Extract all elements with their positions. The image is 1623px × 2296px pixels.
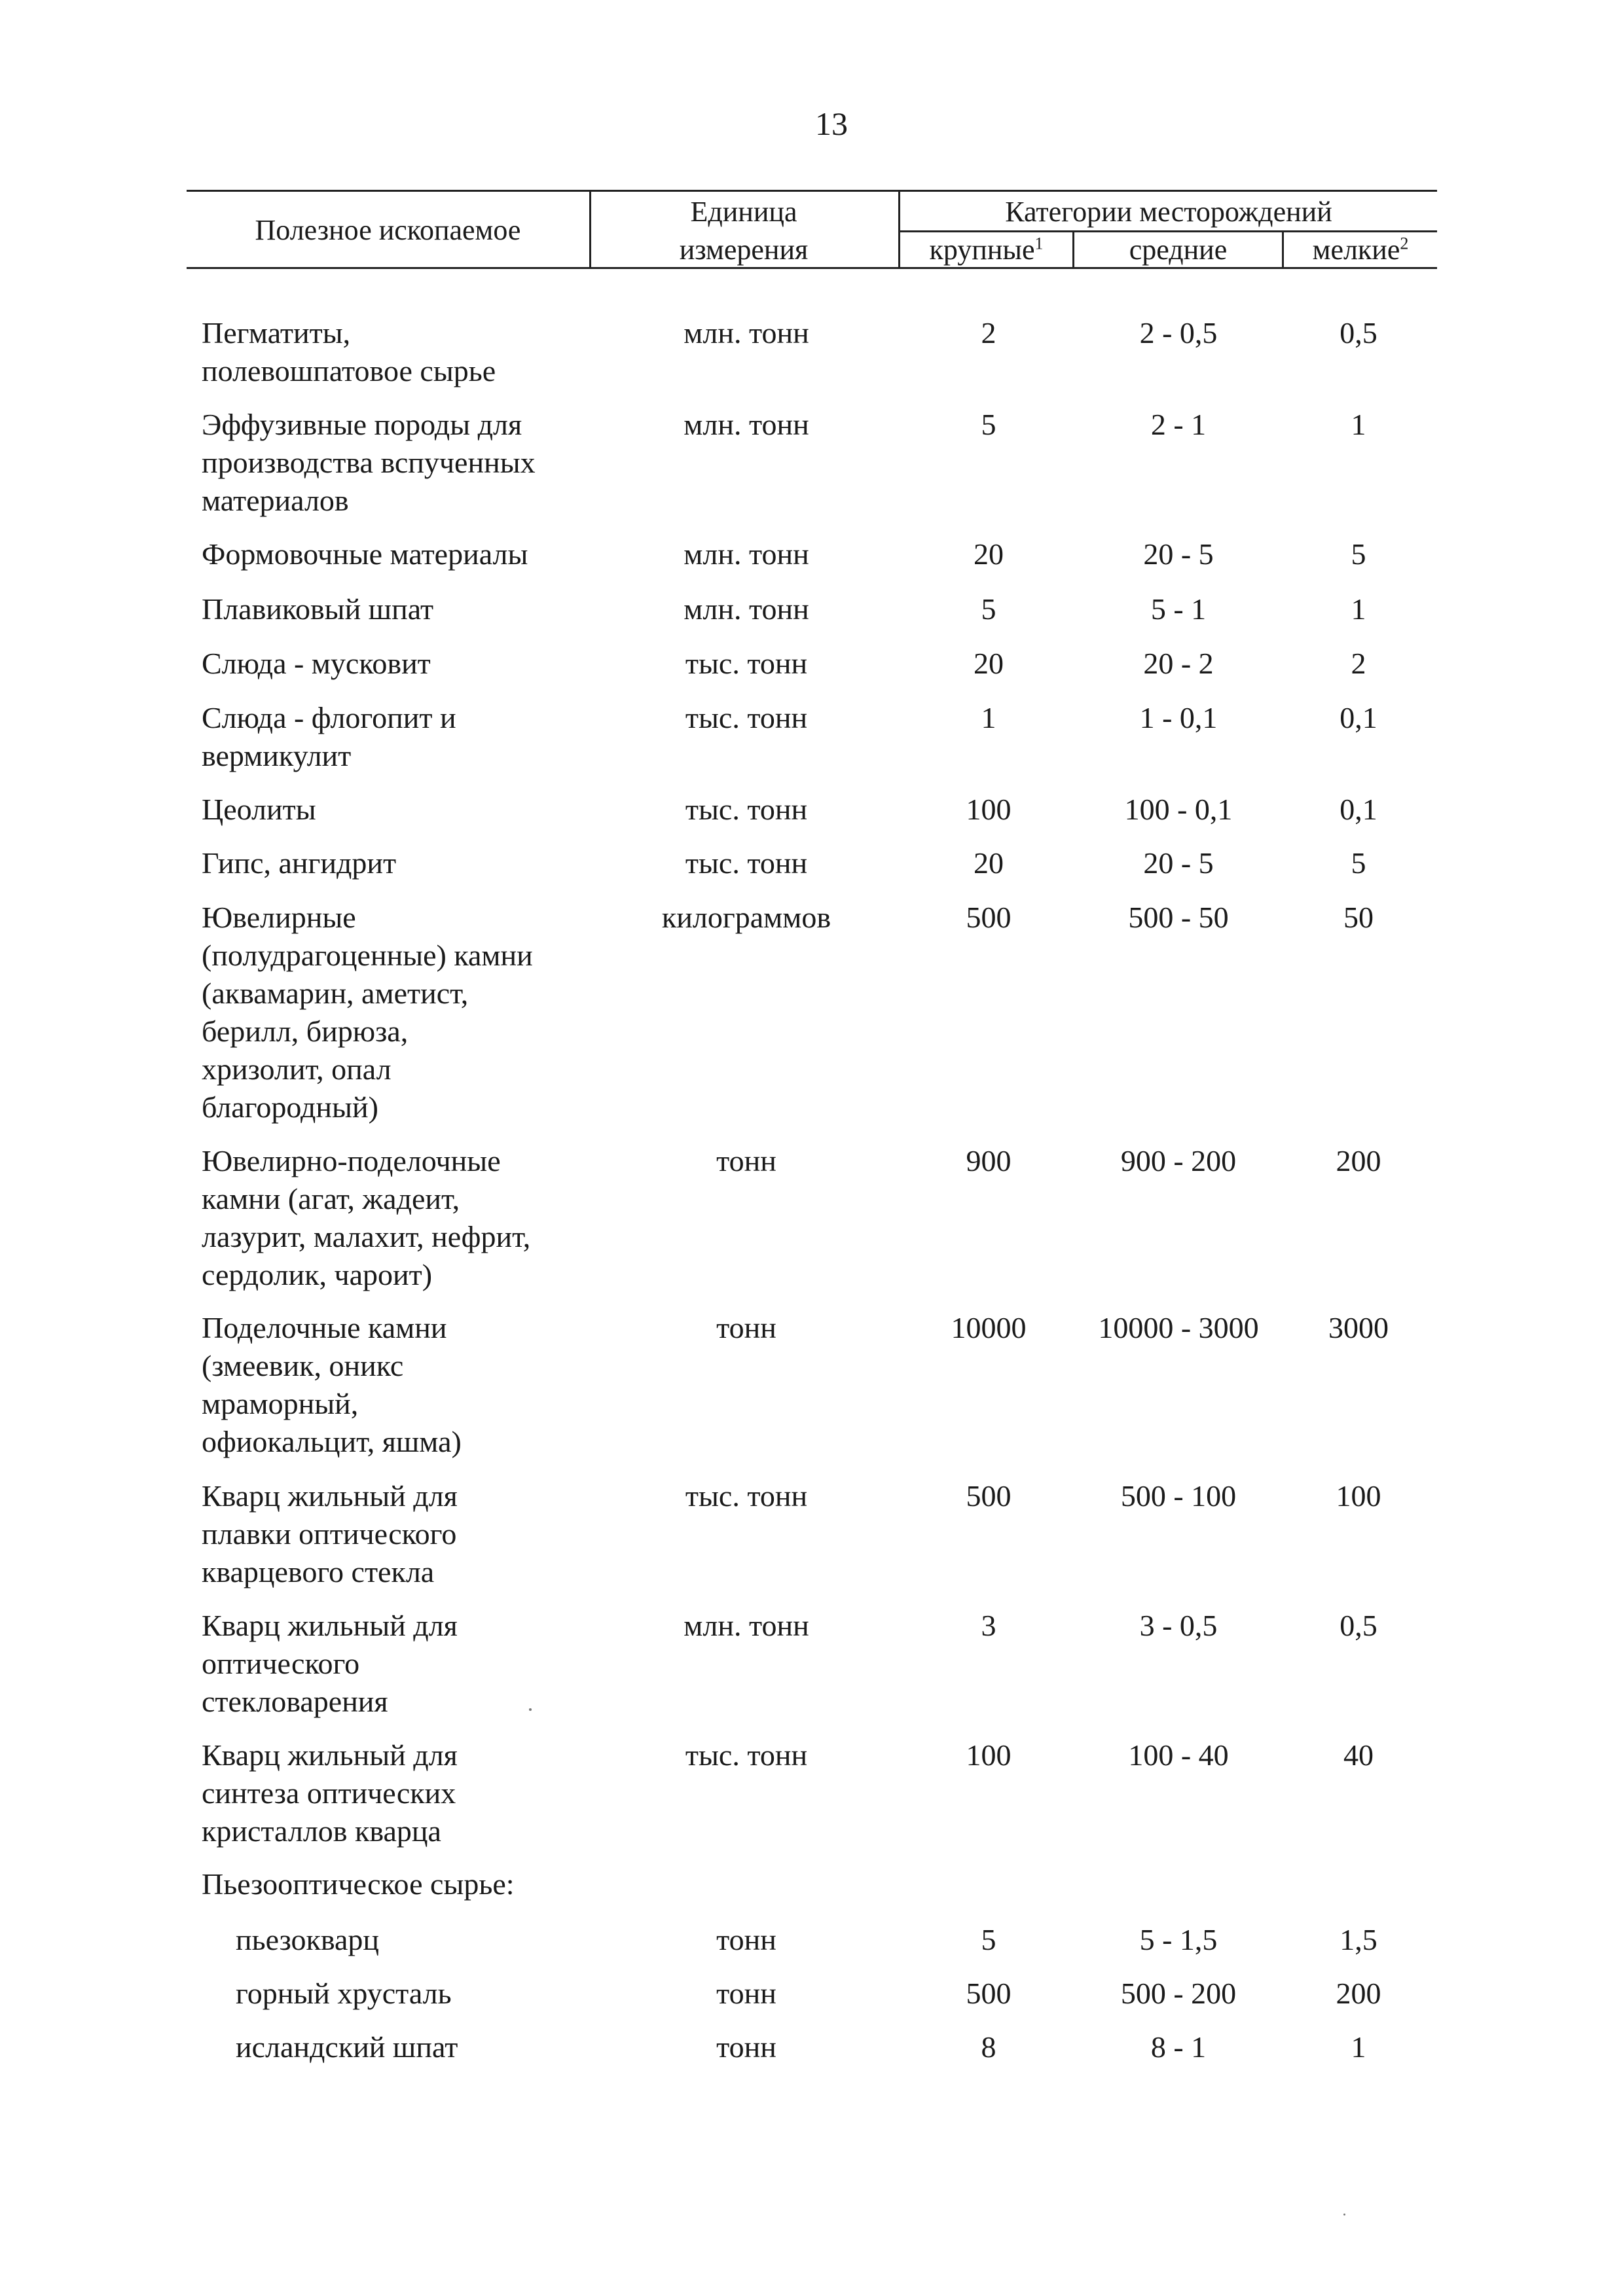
mineral-name-line: благородный) [202,1090,378,1124]
small-cell: 2 [1351,647,1366,680]
mineral-name-line: горный хрусталь [236,1977,452,2010]
header-unit-line2: измерения [679,234,809,266]
large-cell: 500 [966,1977,1012,2010]
mineral-name-line: Кварц жильный для [202,1609,458,1642]
mineral-name-line: Ювелирные [202,901,356,934]
unit-cell: млн. тонн [684,1609,809,1642]
mineral-name-line: кварцевого стекла [202,1555,435,1588]
mineral-name-line: офиокальцит, яшма) [202,1425,462,1458]
small-cell: 5 [1351,846,1366,880]
mineral-name-cell [202,1477,594,1591]
mineral-name-line: полевошпатовое сырье [202,354,496,387]
large-cell: 100 [966,793,1012,826]
small-cell: 1 [1351,592,1366,626]
unit-cell: тыс. тонн [685,647,808,680]
medium-cell: 500 - 100 [1120,1479,1237,1513]
large-cell: 10000 [951,1311,1027,1344]
medium-cell: 500 - 50 [1128,901,1229,934]
unit-cell: тыс. тонн [685,1738,808,1772]
mineral-name-cell [202,535,594,573]
mineral-name-line: Плавиковый шпат [202,592,434,626]
mineral-name-line: (змеевик, оникс [202,1349,404,1382]
medium-cell: 100 - 40 [1128,1738,1229,1772]
mineral-name-line: камни (агат, жадеит, [202,1182,460,1215]
unit-cell: млн. тонн [684,408,809,441]
large-cell: 500 [966,1479,1012,1513]
header-medium: средние [1129,234,1228,266]
mineral-name-line: лазурит, малахит, нефрит, [202,1220,531,1253]
unit-cell: килограммов [661,901,831,934]
mineral-name-cell [202,1607,594,1721]
large-cell: 5 [981,592,996,626]
small-cell: 0,5 [1340,316,1377,350]
header-top-rule [187,190,1437,192]
mineral-name-line: плавки оптического [202,1517,457,1551]
unit-cell: тонн [716,1923,776,1956]
mineral-name-line: Цеолиты [202,793,316,826]
mineral-name-cell [202,1736,594,1850]
mineral-name-line: Ювелирно-поделочные [202,1144,501,1177]
mineral-name-line: Формовочные материалы [202,537,528,571]
large-cell: 3 [981,1609,996,1642]
mineral-name-cell [202,1142,594,1294]
mineral-name-cell [202,699,594,775]
mineral-name-line: стекловарения [202,1685,388,1718]
mineral-name-line: производства вспученных [202,446,536,479]
header-large [900,232,1072,268]
header-small [1284,232,1437,268]
small-cell: 200 [1336,1977,1381,2010]
large-cell: 100 [966,1738,1012,1772]
large-cell: 900 [966,1144,1012,1177]
mineral-name-line: синтеза оптических [202,1776,456,1810]
mineral-name-cell [202,645,594,683]
medium-cell: 500 - 200 [1120,1977,1237,2010]
unit-cell: тыс. тонн [685,846,808,880]
medium-cell: 5 - 1 [1150,592,1207,626]
medium-cell: 100 - 0,1 [1124,793,1233,826]
small-cell: 200 [1336,1144,1381,1177]
mineral-name-line: вермикулит [202,739,352,772]
mineral-name-line: Слюда - флогопит и [202,701,456,734]
mineral-name-line: берилл, бирюза, [202,1014,409,1048]
mineral-name-line: пьезокварц [236,1923,379,1956]
mineral-name-line: сердолик, чароит) [202,1258,433,1291]
mineral-name-line: Пегматиты, [202,316,351,350]
medium-cell: 1 - 0,1 [1139,701,1218,734]
mineral-name-cell [202,791,594,829]
mineral-name-line: хризолит, опал [202,1052,392,1086]
small-cell: 0,1 [1340,701,1377,734]
unit-cell: млн. тонн [684,316,809,350]
header-large-label: крупные [929,234,1035,266]
mineral-name-line: исландский шпат [236,2030,458,2064]
unit-cell: млн. тонн [684,592,809,626]
unit-cell: тыс. тонн [685,793,808,826]
unit-cell: тонн [716,1311,776,1344]
mineral-name-cell [202,314,594,390]
large-cell: 20 [974,647,1004,680]
mineral-name-line: мраморный, [202,1387,359,1420]
mineral-name-cell [202,1309,594,1461]
mineral-name-line: Пьезооптическое сырье: [202,1867,515,1901]
medium-cell: 2 - 1 [1150,408,1207,441]
header-small-label: мелкие [1312,234,1400,266]
unit-cell: тонн [716,2030,776,2064]
small-cell: 1,5 [1340,1923,1377,1956]
mineral-name-line: Эффузивные породы для [202,408,522,441]
mineral-name-line: материалов [202,484,349,517]
small-cell: 1 [1351,408,1366,441]
large-cell: 20 [974,846,1004,880]
header-small-footnote: 2 [1400,234,1409,253]
mineral-name-line: Кварц жильный для [202,1479,458,1513]
unit-cell: млн. тонн [684,537,809,571]
mineral-name-line: (полудрагоценные) камни [202,939,533,972]
mineral-name-cell [202,590,594,628]
mineral-name-cell [202,899,594,1126]
mineral-name-line: Гипс, ангидрит [202,846,397,880]
unit-cell: тыс. тонн [685,1479,808,1513]
mineral-name-line: оптического [202,1647,360,1680]
mineral-name-line: кристаллов кварца [202,1814,441,1848]
large-cell: 500 [966,901,1012,934]
medium-cell: 900 - 200 [1120,1144,1237,1177]
mineral-name-line: Поделочные камни [202,1311,447,1344]
unit-cell: тыс. тонн [685,701,808,734]
mineral-name-line: (аквамарин, аметист, [202,977,469,1010]
scan-speck [529,1708,532,1711]
small-cell: 1 [1351,2030,1366,2064]
header-unit-line1: Единица [690,196,797,228]
mineral-name-cell [202,844,594,882]
scan-speck [1343,2214,1345,2215]
page-number: 13 [815,105,848,142]
mineral-name-line: Кварц жильный для [202,1738,458,1772]
mineral-name-cell [202,1865,594,1903]
mineral-name-cell [236,1921,629,1959]
small-cell: 0,5 [1340,1609,1377,1642]
small-cell: 5 [1351,537,1366,571]
mineral-name-cell [202,406,594,520]
unit-cell: тонн [716,1144,776,1177]
medium-cell: 10000 - 3000 [1098,1311,1259,1344]
medium-cell: 20 - 5 [1143,846,1214,880]
mineral-name-line: Слюда - мусковит [202,647,431,680]
large-cell: 8 [981,2030,996,2064]
small-cell: 100 [1336,1479,1381,1513]
unit-cell: тонн [716,1977,776,2010]
header-large-footnote: 1 [1034,234,1044,253]
medium-cell: 8 - 1 [1150,2030,1207,2064]
small-cell: 0,1 [1340,793,1377,826]
medium-cell: 20 - 2 [1143,647,1214,680]
small-cell: 3000 [1328,1311,1389,1344]
large-cell: 1 [981,701,996,734]
large-cell: 20 [974,537,1004,571]
large-cell: 2 [981,316,996,350]
small-cell: 40 [1343,1738,1374,1772]
mineral-name-cell [236,1975,629,2013]
medium-cell: 20 - 5 [1143,537,1214,571]
small-cell: 50 [1343,901,1374,934]
large-cell: 5 [981,1923,996,1956]
medium-cell: 3 - 0,5 [1139,1609,1218,1642]
medium-cell: 5 - 1,5 [1139,1923,1218,1956]
header-mineral: Полезное ископаемое [255,214,521,246]
large-cell: 5 [981,408,996,441]
mineral-name-cell [236,2028,629,2066]
header-categories: Категории месторождений [1005,196,1332,228]
medium-cell: 2 - 0,5 [1139,316,1218,350]
